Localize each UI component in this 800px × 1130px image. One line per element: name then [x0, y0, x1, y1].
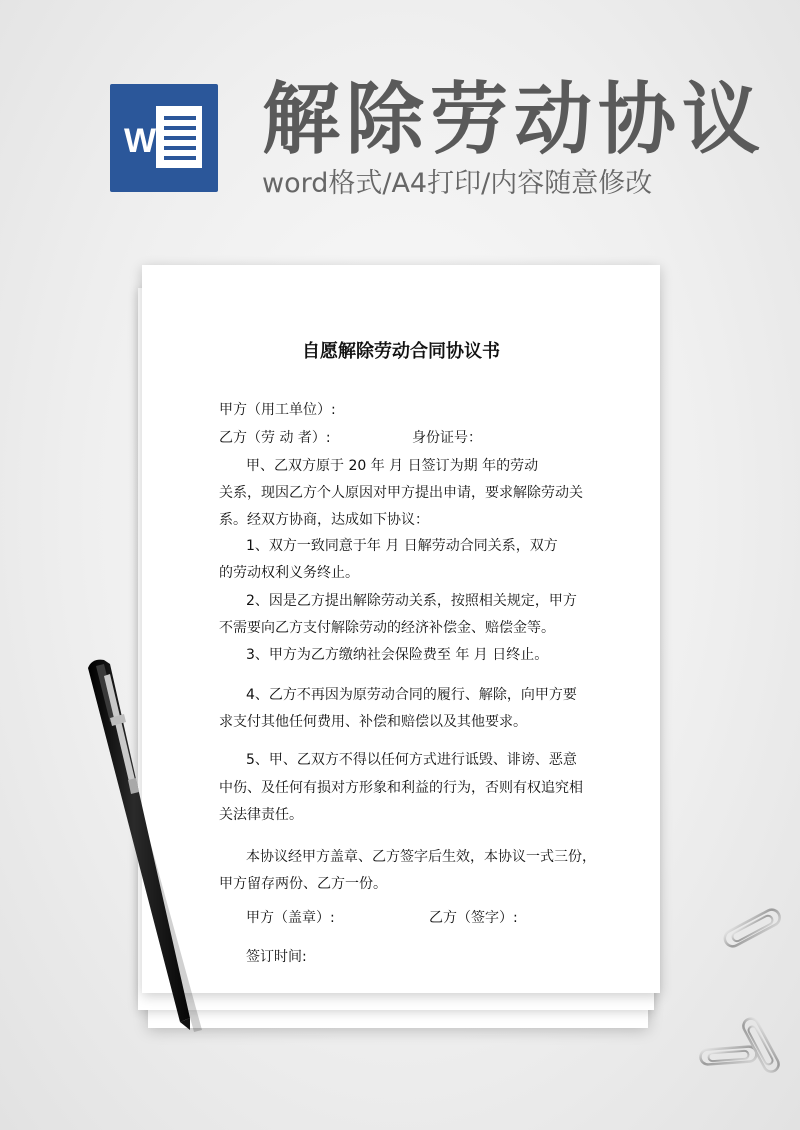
paper-sheet-front	[142, 265, 660, 993]
word-logo-letter: W	[123, 122, 157, 160]
paragraph-line: 关系，现因乙方个人原因对甲方提出申请，要求解除劳动关	[219, 485, 583, 501]
item-2-line: 2、因是乙方提出解除劳动关系，按照相关规定，甲方	[246, 593, 577, 609]
paragraph-line: 甲、乙双方原于 20 年 月 日签订为期 年的劳动	[246, 458, 539, 474]
item-2-line: 不需要向乙方支付解除劳动的经济补偿金、赔偿金等。	[219, 620, 555, 636]
page-title: 解除劳动协议	[262, 75, 767, 165]
sign-party-a: 甲方（盖章）:	[246, 910, 335, 926]
item-5-line: 关法律责任。	[219, 807, 303, 823]
item-1-line: 的劳动权利义务终止。	[219, 565, 359, 581]
item-4-line: 求支付其他任何费用、补偿和赔偿以及其他要求。	[219, 714, 527, 730]
document-title: 自愿解除劳动合同协议书	[302, 341, 500, 362]
item-3-line: 3、甲方为乙方缴纳社会保险费至 年 月 日终止。	[246, 647, 549, 663]
id-number-label: 身份证号：	[412, 430, 482, 446]
closing-line: 甲方留存两份、乙方一份。	[219, 876, 387, 892]
paragraph-line: 系。经双方协商，达成如下协议：	[219, 512, 429, 528]
closing-line: 本协议经甲方盖章、乙方签字后生效，本协议一式三份，	[246, 849, 596, 865]
item-4-line: 4、乙方不再因为原劳动合同的履行、解除，向甲方要	[246, 687, 577, 703]
sign-date: 签订时间:	[246, 949, 307, 965]
document-body	[142, 265, 660, 993]
party-a-label: 甲方（用工单位）:	[219, 402, 336, 418]
item-5-line: 5、甲、乙双方不得以任何方式进行诋毁、诽谤、恶意	[246, 752, 577, 768]
item-5-line: 中伤、及任何有损对方形象和利益的行为，否则有权追究相	[219, 780, 583, 796]
sign-party-b: 乙方（签字）:	[429, 910, 518, 926]
party-b-label: 乙方（劳 动 者）:	[219, 430, 331, 446]
word-logo-icon	[110, 84, 218, 192]
page-subtitle: word格式/A4打印/内容随意修改	[262, 168, 653, 199]
item-1-line: 1、双方一致同意于年 月 日解劳动合同关系，双方	[246, 538, 558, 554]
